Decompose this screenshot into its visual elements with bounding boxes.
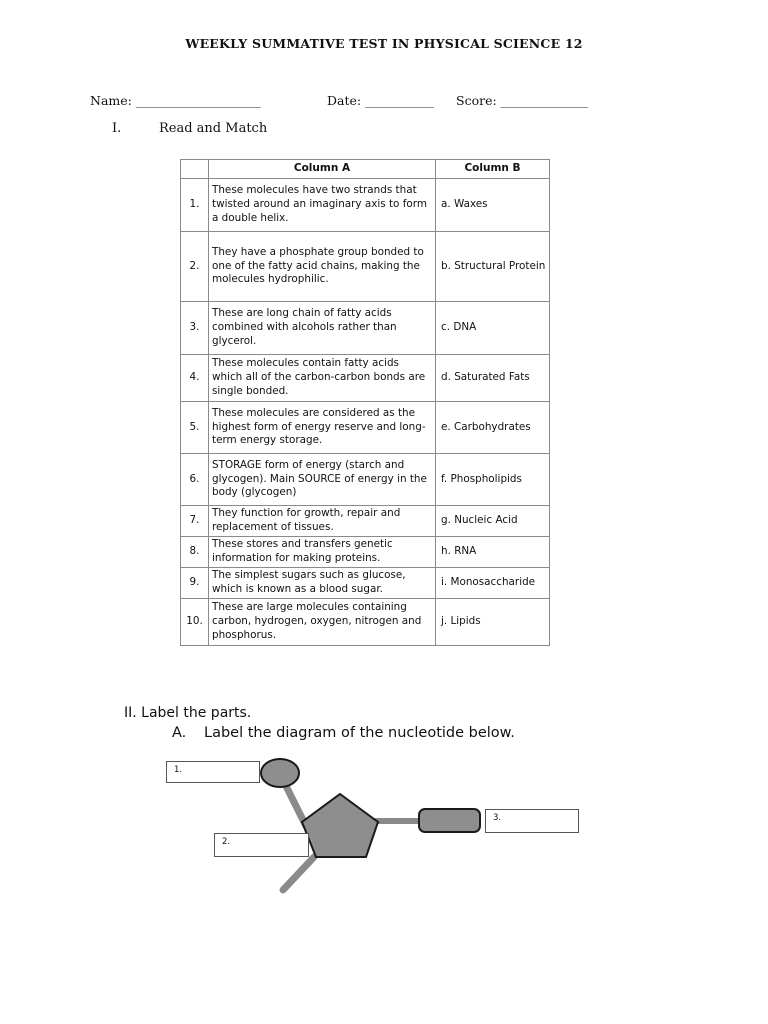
column-a-cell: These stores and transfers genetic information for making proteins. bbox=[209, 537, 436, 568]
item-number: 4. bbox=[181, 355, 209, 402]
column-b-cell: h. RNA bbox=[436, 537, 550, 568]
column-b-cell: d. Saturated Fats bbox=[436, 355, 550, 402]
item-number: 3. bbox=[181, 302, 209, 355]
column-a-cell: These molecules contain fatty acids which all of the carbon-carbon bonds are single bonded. bbox=[209, 355, 436, 402]
page-title: WEEKLY SUMMATIVE TEST IN PHYSICAL SCIENCE 12 bbox=[185, 36, 583, 51]
column-a-header: Column A bbox=[209, 160, 436, 179]
item-number: 6. bbox=[181, 454, 209, 506]
column-a-cell: They function for growth, repair and replacement of tissues. bbox=[209, 506, 436, 537]
item-number: 10. bbox=[181, 599, 209, 646]
column-b-cell: g. Nucleic Acid bbox=[436, 506, 550, 537]
section-2-title: II. Label the parts. bbox=[124, 705, 252, 721]
column-b-cell: j. Lipids bbox=[436, 599, 550, 646]
column-b-cell: a. Waxes bbox=[436, 179, 550, 232]
column-a-cell: They have a phosphate group bonded to one of the fatty acid chains, making the molecules hydrophilic. bbox=[209, 232, 436, 302]
column-a-cell: These molecules have two strands that twisted around an imaginary axis to form a double helix. bbox=[209, 179, 436, 232]
phosphate-circle bbox=[261, 759, 299, 787]
column-a-cell: STORAGE form of energy (starch and glycogen). Main SOURCE of energy in the body (glycogen) bbox=[209, 454, 436, 506]
column-b-cell: i. Monosaccharide bbox=[436, 568, 550, 599]
column-a-cell: These are large molecules containing carbon, hydrogen, oxygen, nitrogen and phosphorus. bbox=[209, 599, 436, 646]
column-b-cell: e. Carbohydrates bbox=[436, 402, 550, 454]
column-b-header: Column B bbox=[436, 160, 550, 179]
score-field: Score: ______________ bbox=[456, 93, 589, 108]
item-number: 1. bbox=[181, 179, 209, 232]
base-rectangle bbox=[419, 809, 480, 832]
item-number: 9. bbox=[181, 568, 209, 599]
sugar-pentagon bbox=[302, 794, 378, 857]
date-field: Date: ___________ bbox=[327, 93, 434, 108]
section-2a-title: Label the diagram of the nucleotide below. bbox=[204, 725, 515, 741]
item-number: 7. bbox=[181, 506, 209, 537]
item-number: 2. bbox=[181, 232, 209, 302]
column-a-cell: These molecules are considered as the highest form of energy reserve and long-term energy storage. bbox=[209, 402, 436, 454]
label-box-2: 2. bbox=[214, 833, 309, 857]
name-field: Name: ____________________ bbox=[90, 93, 261, 108]
label-box-1: 1. bbox=[166, 761, 260, 783]
column-b-cell: b. Structural Protein bbox=[436, 232, 550, 302]
section-1-numeral: I. bbox=[112, 121, 122, 136]
item-number: 8. bbox=[181, 537, 209, 568]
item-number: 5. bbox=[181, 402, 209, 454]
section-1-title: Read and Match bbox=[159, 121, 268, 136]
column-a-cell: The simplest sugars such as glucose, which is known as a blood sugar. bbox=[209, 568, 436, 599]
label-box-3: 3. bbox=[485, 809, 579, 833]
column-a-cell: These are long chain of fatty acids combined with alcohols rather than glycerol. bbox=[209, 302, 436, 355]
column-b-cell: f. Phospholipids bbox=[436, 454, 550, 506]
section-2a-letter: A. bbox=[172, 725, 187, 741]
bond-sugar-down bbox=[283, 857, 314, 890]
column-b-cell: c. DNA bbox=[436, 302, 550, 355]
